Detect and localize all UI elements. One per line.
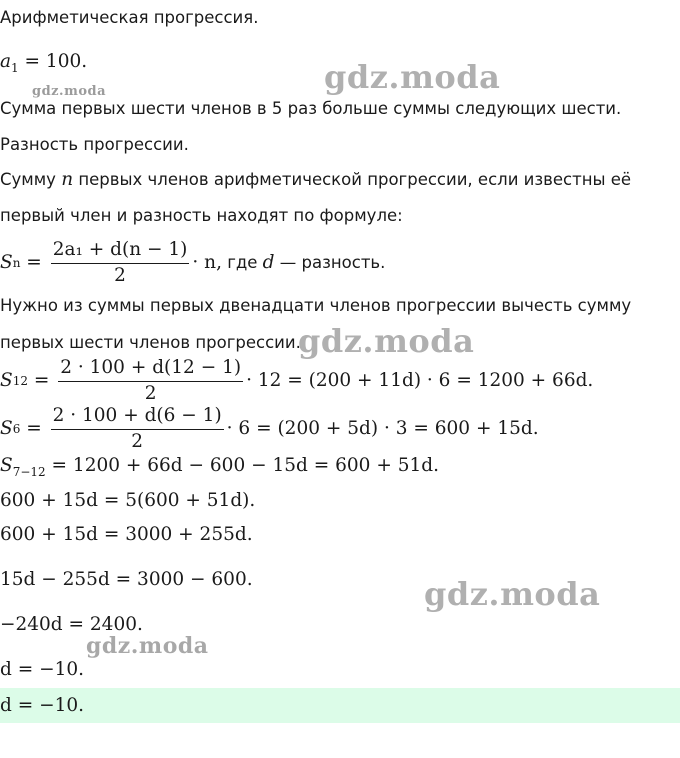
plan-line-2: первых шести членов прогрессии. [0, 333, 301, 352]
sum-formula: S n = $\frac{\text{2a₁ + d(n − 1)}}{2}$ · n, где d — разность. [0, 239, 386, 286]
given-a1: $a_1 = 100$. [0, 51, 88, 75]
equation-1: 600 + 15d = 5(600 + 51d). [0, 490, 256, 511]
watermark-logo: gdz.moda [298, 322, 475, 360]
s12-formula: S 12 = $\frac{2 \cdot 100 + d(12 - 1)}{2}$ · 12 = (200 + 11d) · 6 = 1200 + 66d. [0, 357, 594, 404]
problem-condition: Сумма первых шести членов в 5 раз больше суммы следующих шести. [0, 99, 622, 118]
equation-4: −240d = 2400. [0, 614, 143, 635]
s7-12-formula: $S_{7-12} = 1200 + 66d - 600 - 15d = 600 + 51d$. [0, 455, 439, 479]
problem-title: Арифметическая прогрессия. [0, 8, 259, 27]
find-label: Разность прогрессии. [0, 135, 189, 154]
answer-highlight [0, 688, 680, 723]
watermark-logo: gdz.moda [424, 575, 601, 613]
s12-fraction: $\frac{2 \cdot 100 + d(12 - 1)}{2}$ [60, 357, 242, 404]
s6-formula: S 6 = $\frac{2 \cdot 100 + d(6 - 1)}{2}$ · 6 = (200 + 5d) · 3 = 600 + 15d. [0, 405, 539, 452]
s6-fraction: $\frac{2 \cdot 100 + d(6 - 1)}{2}$ [52, 405, 222, 452]
equation-3: 15d − 255d = 3000 − 600. [0, 569, 253, 590]
watermark-logo: gdz.moda [32, 84, 107, 99]
plan-line-1: Нужно из суммы первых двенадцати членов прогрессии вычесть сумму [0, 296, 632, 315]
formula-fraction: $\frac{\text{2a₁ + d(n − 1)}}{2}$ [52, 239, 188, 286]
theory-line-2: первый член и разность находят по формуле: [0, 206, 403, 225]
equation-2: 600 + 15d = 3000 + 255d. [0, 524, 253, 545]
watermark-logo: gdz.moda [324, 58, 501, 96]
answer: d = −10. [0, 695, 85, 716]
equation-5: d = −10. [0, 659, 85, 680]
watermark-logo: gdz.moda [86, 633, 209, 659]
theory-line-1: Сумму n первых членов арифметической прогрессии, если известны её [0, 169, 632, 190]
